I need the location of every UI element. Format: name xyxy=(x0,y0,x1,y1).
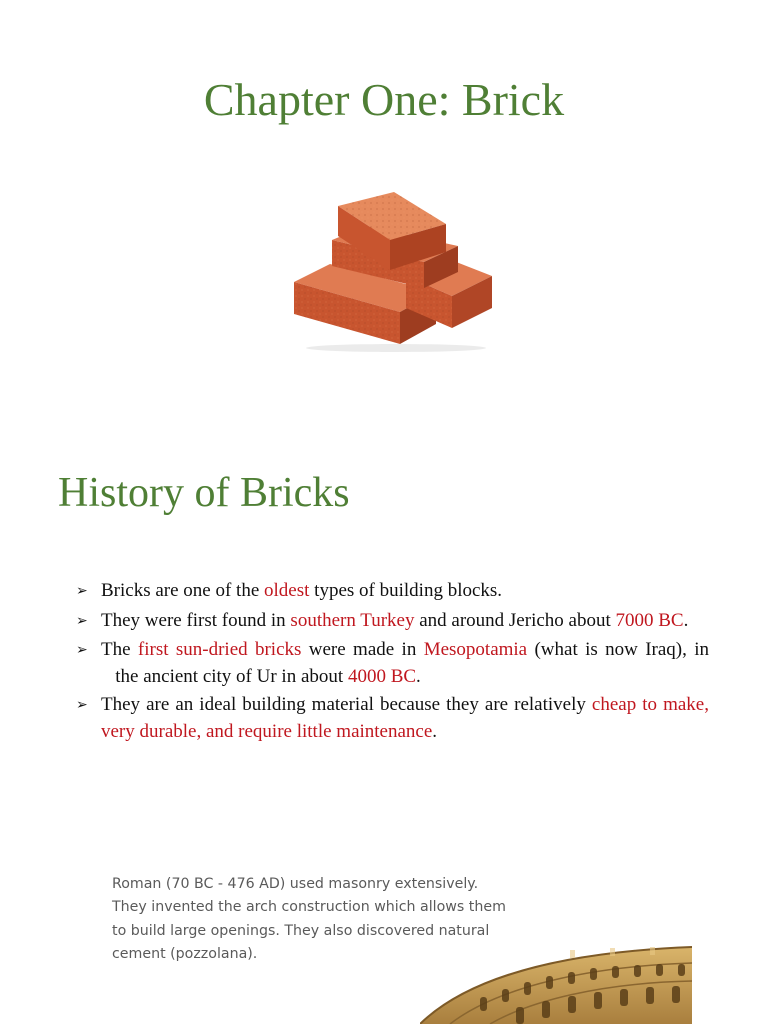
bullet-text: They were first found in xyxy=(101,609,291,631)
bullet-text: . xyxy=(432,720,438,742)
bullet-text: types of building blocks. xyxy=(309,580,503,601)
arrowhead-bullet-icon: ➢ xyxy=(76,613,88,629)
bullet-text: and around Jericho about xyxy=(414,609,616,631)
bullet-text: The xyxy=(101,639,138,660)
page-title: Chapter One: Brick xyxy=(203,74,565,125)
history-bullet xyxy=(76,578,709,605)
bullet-text: . xyxy=(416,665,421,687)
roman-caption-line: cement (pozzolana). xyxy=(112,945,258,962)
brick-stack-icon xyxy=(286,184,502,354)
section-heading: History of Bricks xyxy=(58,470,350,516)
colosseum-icon xyxy=(420,945,692,1024)
bullet-text: They are an ideal building material because they are relatively xyxy=(101,694,592,715)
highlighted-text: 7000 BC xyxy=(615,609,684,631)
history-bullet xyxy=(76,637,709,689)
arrowhead-bullet-icon: ➢ xyxy=(76,584,88,599)
bullet-text: were made in xyxy=(301,639,424,660)
history-bullet xyxy=(76,608,709,635)
bullet-text: . xyxy=(683,609,689,631)
bullet-text: Bricks are one of the xyxy=(101,580,265,601)
history-bullet xyxy=(76,692,709,744)
roman-caption-line: to build large openings. They also discovered natural xyxy=(112,922,490,939)
highlighted-text: oldest xyxy=(264,580,310,601)
bullet-text: (what is now Iraq), in the ancient city of Ur in about xyxy=(101,639,709,687)
highlighted-text: cheap to make, very durable, and require little maintenance xyxy=(101,694,709,742)
highlighted-text: southern Turkey xyxy=(290,609,415,631)
highlighted-text: 4000 BC xyxy=(347,665,417,687)
arrowhead-bullet-icon: ➢ xyxy=(76,643,88,658)
history-bullet-list xyxy=(76,578,709,747)
highlighted-text: first sun-dried bricks xyxy=(137,639,302,660)
roman-caption-line: They invented the arch construction which allows them xyxy=(112,899,506,916)
roman-caption-line: Roman (70 BC - 476 AD) used masonry extensively. xyxy=(112,876,479,892)
highlighted-text: Mesopotamia xyxy=(423,639,528,660)
arrowhead-bullet-icon: ➢ xyxy=(76,698,88,713)
